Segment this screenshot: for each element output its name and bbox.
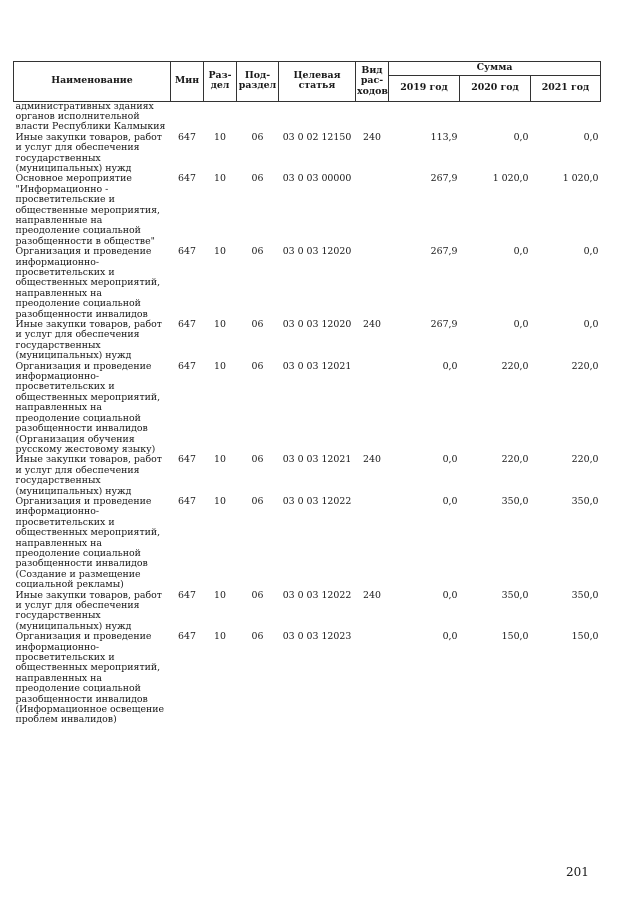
row-sum-2021: 0,0 <box>583 246 599 258</box>
row-razdel: 10 <box>214 173 226 185</box>
row-podrazdel: 06 <box>251 319 264 331</box>
row-sum-2021: 350,0 <box>571 495 599 507</box>
row-name: административных зданиях органов исполнительной власти Республики Калмыкия <box>15 100 166 133</box>
row-vid-rashodov <box>356 497 389 591</box>
row-min: 647 <box>178 131 196 143</box>
row-celevaya-statya: 03 0 03 12021 <box>282 454 352 466</box>
table-row <box>14 247 601 320</box>
row-podrazdel <box>237 101 279 133</box>
col-header-vid: Вид рас- ходов <box>356 62 389 102</box>
row-razdel: 10 <box>214 319 226 331</box>
row-name: Организация и проведение информационно-просветительских и общественных мероприятий, направленных на преодоление социальной разобщенности инвалидов (Создание и размещение социальной рекламы) <box>15 495 161 591</box>
col-header-2020: 2020 год <box>460 75 531 101</box>
row-podrazdel: 06 <box>251 173 264 185</box>
table-row <box>14 497 601 591</box>
row-razdel: 10 <box>214 360 226 372</box>
row-celevaya-statya: 03 0 03 00000 <box>282 173 352 185</box>
table-header <box>14 62 601 102</box>
row-podrazdel: 06 <box>251 495 264 507</box>
row-sum-2019: 0,0 <box>442 631 458 643</box>
row-podrazdel: 06 <box>251 131 264 143</box>
row-razdel: 10 <box>214 495 226 507</box>
table-body <box>14 101 601 726</box>
row-min <box>171 101 204 133</box>
row-sum-2020: 350,0 <box>501 589 529 601</box>
table-row <box>14 320 601 362</box>
table-row <box>14 101 601 133</box>
row-min: 647 <box>178 454 196 466</box>
row-celevaya-statya: 03 0 03 12023 <box>282 631 352 643</box>
row-name: Иные закупки товаров, работ и услуг для обеспечения государственных (муниципальных) нужд <box>15 454 162 497</box>
row-vid-rashodov <box>356 362 389 456</box>
row-vid-rashodov <box>356 101 389 133</box>
row-sum-2020: 0,0 <box>513 246 529 258</box>
row-razdel <box>204 101 237 133</box>
table-row <box>14 632 601 726</box>
row-sum-2020: 220,0 <box>501 454 529 466</box>
col-header-summa: Сумма <box>389 62 601 76</box>
row-sum-2019: 267,9 <box>430 319 458 331</box>
col-header-podrazdel: Под- раздел <box>237 62 279 102</box>
row-min: 647 <box>178 589 196 601</box>
row-razdel: 10 <box>214 131 226 143</box>
row-sum-2020: 0,0 <box>513 131 529 143</box>
row-vid-rashodov: 240 <box>363 131 381 143</box>
row-vid-rashodov <box>356 174 389 247</box>
col-header-min: Мин <box>171 62 204 102</box>
row-sum-2019: 0,0 <box>442 454 458 466</box>
row-sum-2021: 220,0 <box>571 454 599 466</box>
row-name: Организация и проведение информационно-просветительских и общественных мероприятий, направленных на преодоление социальной разобщенности инвалидов (Информационное освещение проблем инвалидов) <box>15 631 165 726</box>
row-min: 647 <box>178 495 196 507</box>
row-sum-2021: 150,0 <box>571 631 599 643</box>
row-sum-2019 <box>389 101 460 133</box>
table-row <box>14 133 601 175</box>
page-number: 201 <box>566 865 589 879</box>
row-celevaya-statya: 03 0 03 12022 <box>282 495 352 507</box>
row-sum-2019: 267,9 <box>430 246 458 258</box>
row-sum-2021: 220,0 <box>571 360 599 372</box>
col-header-razdel: Раз- дел <box>204 62 237 102</box>
row-name: Организация и проведение информационно-просветительских и общественных мероприятий, направленных на преодоление социальной разобщенности инвалидов (Организация обучения русскому жестовому языку) <box>15 360 161 455</box>
table-row <box>14 455 601 497</box>
row-min: 647 <box>178 360 196 372</box>
row-vid-rashodov: 240 <box>363 589 381 601</box>
row-celevaya-statya: 03 0 02 12150 <box>282 131 352 143</box>
row-name: Иные закупки товаров, работ и услуг для обеспечения государственных (муниципальных) нужд <box>15 589 162 632</box>
row-min: 647 <box>178 631 196 643</box>
row-sum-2021: 0,0 <box>583 131 599 143</box>
row-sum-2019: 267,9 <box>430 173 458 185</box>
row-name: Иные закупки товаров, работ и услуг для обеспечения государственных (муниципальных) нужд <box>15 131 162 174</box>
row-celevaya-statya: 03 0 03 12020 <box>282 246 352 258</box>
col-header-celevaya: Целевая статья <box>279 62 356 102</box>
row-sum-2020: 220,0 <box>501 360 529 372</box>
row-name: Иные закупки товаров, работ и услуг для обеспечения государственных (муниципальных) нужд <box>15 319 162 362</box>
row-sum-2019: 113,9 <box>430 131 458 143</box>
row-razdel: 10 <box>214 589 226 601</box>
row-vid-rashodov <box>356 632 389 726</box>
row-sum-2019: 0,0 <box>442 495 458 507</box>
row-sum-2020: 350,0 <box>501 495 529 507</box>
budget-table <box>13 61 601 726</box>
row-celevaya-statya: 03 0 03 12020 <box>282 319 352 331</box>
row-min: 647 <box>178 173 196 185</box>
table-row <box>14 591 601 633</box>
row-podrazdel: 06 <box>251 631 264 643</box>
row-razdel: 10 <box>214 246 226 258</box>
row-razdel: 10 <box>214 454 226 466</box>
row-sum-2021: 0,0 <box>583 319 599 331</box>
table-row <box>14 362 601 456</box>
row-vid-rashodov: 240 <box>363 319 381 331</box>
row-vid-rashodov: 240 <box>363 454 381 466</box>
row-podrazdel: 06 <box>251 589 264 601</box>
row-celevaya-statya: 03 0 03 12022 <box>282 589 352 601</box>
row-podrazdel: 06 <box>251 246 264 258</box>
row-celevaya-statya <box>279 101 356 133</box>
col-header-name: Наименование <box>14 62 171 102</box>
row-sum-2020: 0,0 <box>513 319 529 331</box>
row-vid-rashodov <box>356 247 389 320</box>
col-header-2019: 2019 год <box>389 75 460 101</box>
row-sum-2019: 0,0 <box>442 360 458 372</box>
row-name: Основное мероприятие "Информационно - просветительские и общественные мероприятия, направленные на преодоление социальной разобщенности в обществе" <box>15 173 161 247</box>
row-sum-2021: 1 020,0 <box>562 173 599 185</box>
row-name: Организация и проведение информационно-просветительских и общественных мероприятий, направленных на преодоление социальной разобщенности инвалидов <box>15 246 161 320</box>
row-sum-2021 <box>531 101 601 133</box>
col-header-2021: 2021 год <box>531 75 601 101</box>
row-celevaya-statya: 03 0 03 12021 <box>282 360 352 372</box>
row-sum-2020: 1 020,0 <box>492 173 529 185</box>
row-sum-2019: 0,0 <box>442 589 458 601</box>
row-sum-2020: 150,0 <box>501 631 529 643</box>
table-row <box>14 174 601 247</box>
row-podrazdel: 06 <box>251 360 264 372</box>
row-sum-2021: 350,0 <box>571 589 599 601</box>
row-podrazdel: 06 <box>251 454 264 466</box>
row-min: 647 <box>178 319 196 331</box>
row-min: 647 <box>178 246 196 258</box>
row-sum-2020 <box>460 101 531 133</box>
row-razdel: 10 <box>214 631 226 643</box>
